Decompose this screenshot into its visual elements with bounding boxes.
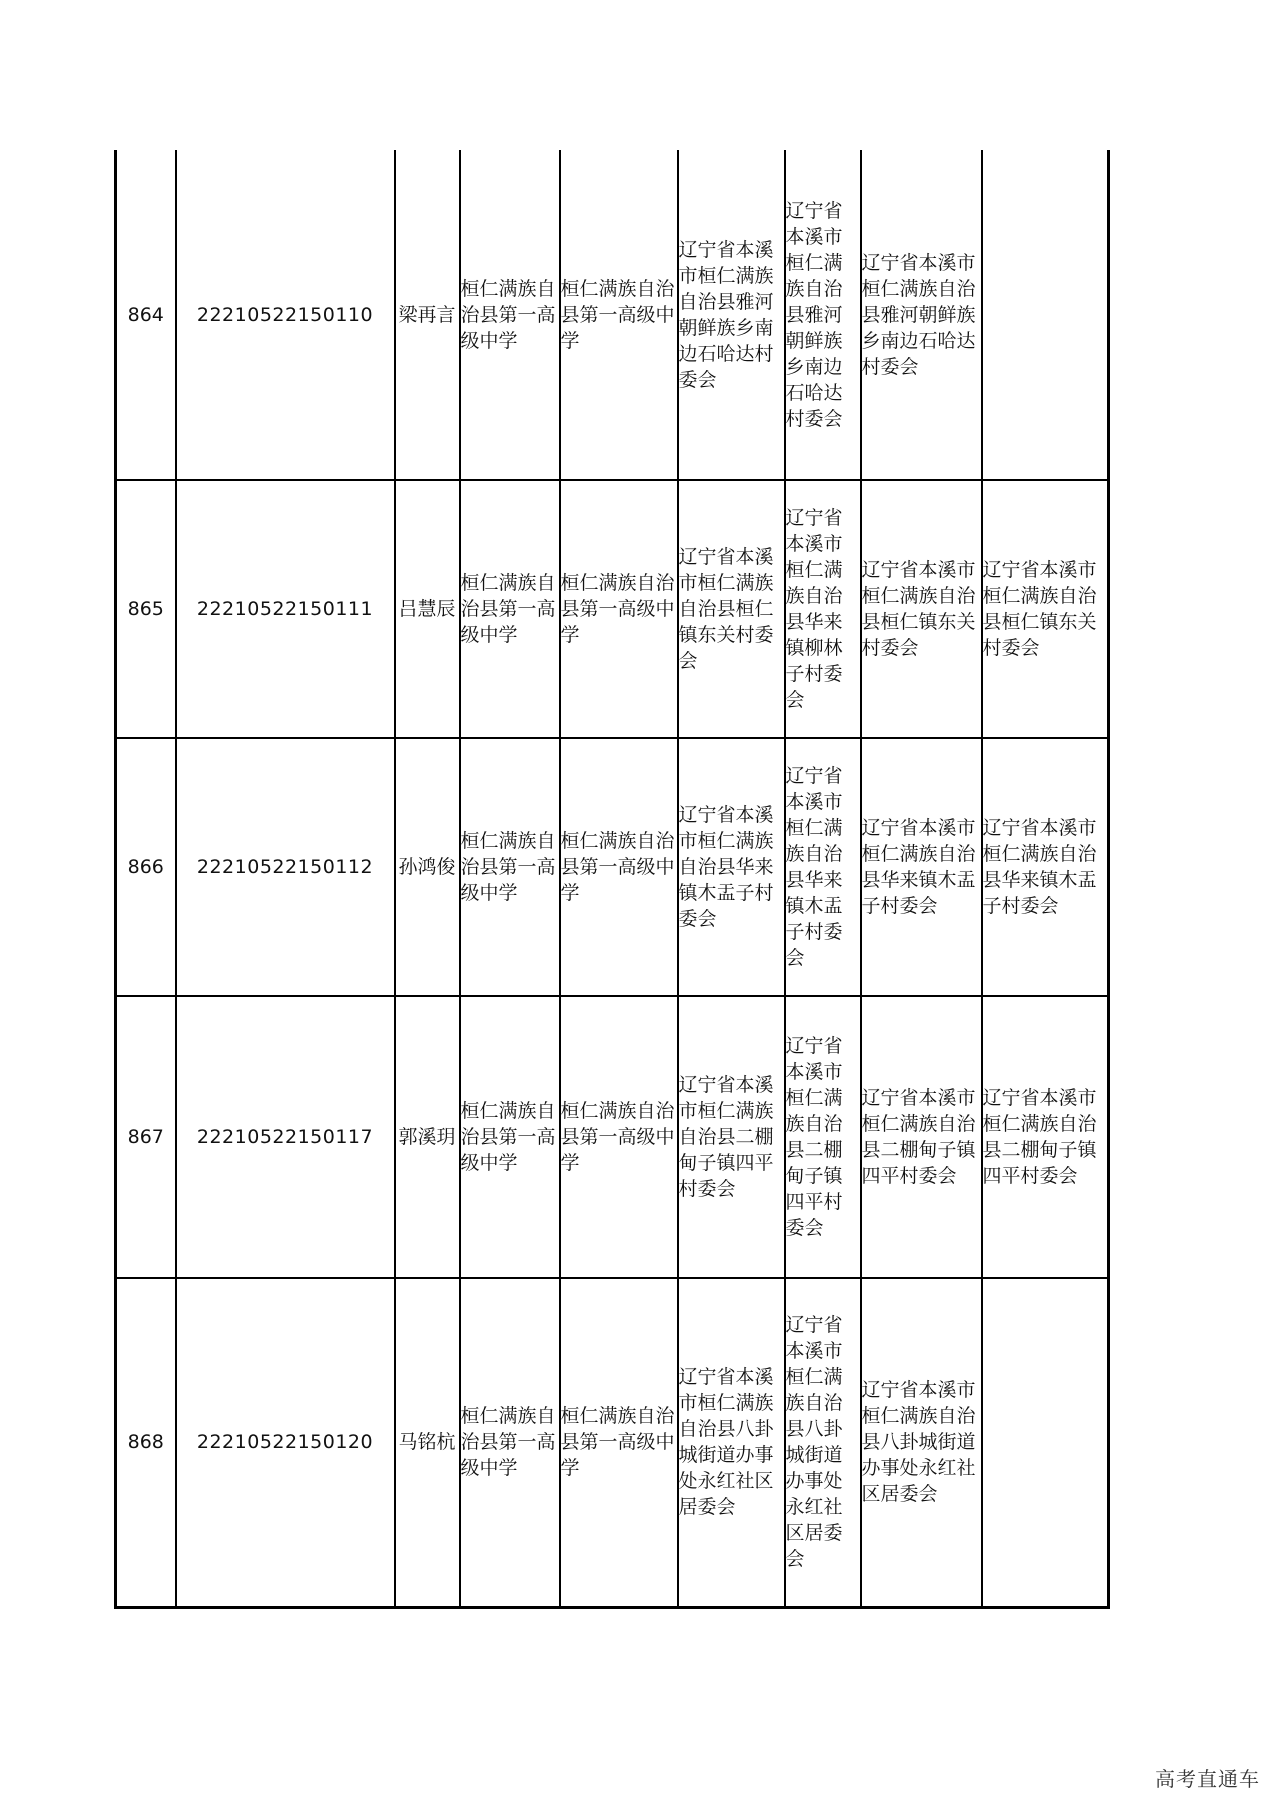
cell-student-name: 孙鸿俊 <box>395 738 460 996</box>
cell-address-4: 辽宁省本溪市桓仁满族自治县二棚甸子镇四平村委会 <box>982 996 1109 1278</box>
cell-address-1: 辽宁省本溪市桓仁满族自治县二棚甸子镇四平村委会 <box>678 996 785 1278</box>
cell-address-2: 辽宁省本溪市桓仁满族自治县雅河朝鲜族乡南边石哈达村委会 <box>785 150 861 480</box>
cell-seq-no: 867 <box>116 996 176 1278</box>
table-row <box>116 738 1109 996</box>
cell-school-2: 桓仁满族自治县第一高级中学 <box>560 996 678 1278</box>
cell-seq-no: 864 <box>116 150 176 480</box>
cell-address-3: 辽宁省本溪市桓仁满族自治县二棚甸子镇四平村委会 <box>861 996 982 1278</box>
table-row <box>116 150 1109 480</box>
cell-address-1: 辽宁省本溪市桓仁满族自治县华来镇木盂子村委会 <box>678 738 785 996</box>
cell-school: 桓仁满族自治县第一高级中学 <box>460 996 560 1278</box>
cell-exam-id: 22210522150117 <box>176 996 395 1278</box>
cell-address-1: 辽宁省本溪市桓仁满族自治县雅河朝鲜族乡南边石哈达村委会 <box>678 150 785 480</box>
cell-address-2: 辽宁省本溪市桓仁满族自治县华来镇柳林子村委会 <box>785 480 861 738</box>
cell-address-4: 辽宁省本溪市桓仁满族自治县桓仁镇东关村委会 <box>982 480 1109 738</box>
cell-address-3: 辽宁省本溪市桓仁满族自治县雅河朝鲜族乡南边石哈达村委会 <box>861 150 982 480</box>
cell-school: 桓仁满族自治县第一高级中学 <box>460 1278 560 1607</box>
cell-address-4 <box>982 1278 1109 1607</box>
table-row <box>116 996 1109 1278</box>
cell-exam-id: 22210522150120 <box>176 1278 395 1607</box>
cell-address-4 <box>982 150 1109 480</box>
cell-address-3: 辽宁省本溪市桓仁满族自治县八卦城街道办事处永红社区居委会 <box>861 1278 982 1607</box>
cell-address-2: 辽宁省本溪市桓仁满族自治县华来镇木盂子村委会 <box>785 738 861 996</box>
cell-school: 桓仁满族自治县第一高级中学 <box>460 738 560 996</box>
cell-exam-id: 22210522150110 <box>176 150 395 480</box>
cell-school: 桓仁满族自治县第一高级中学 <box>460 150 560 480</box>
table-row <box>116 480 1109 738</box>
cell-seq-no: 868 <box>116 1278 176 1607</box>
cell-address-3: 辽宁省本溪市桓仁满族自治县桓仁镇东关村委会 <box>861 480 982 738</box>
cell-student-name: 吕慧辰 <box>395 480 460 738</box>
cell-address-1: 辽宁省本溪市桓仁满族自治县八卦城街道办事处永红社区居委会 <box>678 1278 785 1607</box>
watermark: 高考直通车 <box>1155 1767 1260 1791</box>
cell-student-name: 马铭杭 <box>395 1278 460 1607</box>
cell-student-name: 梁再言 <box>395 150 460 480</box>
cell-address-2: 辽宁省本溪市桓仁满族自治县八卦城街道办事处永红社区居委会 <box>785 1278 861 1607</box>
cell-address-4: 辽宁省本溪市桓仁满族自治县华来镇木盂子村委会 <box>982 738 1109 996</box>
roster-table <box>114 150 1110 1609</box>
cell-school-2: 桓仁满族自治县第一高级中学 <box>560 1278 678 1607</box>
cell-school-2: 桓仁满族自治县第一高级中学 <box>560 480 678 738</box>
cell-school-2: 桓仁满族自治县第一高级中学 <box>560 738 678 996</box>
cell-exam-id: 22210522150111 <box>176 480 395 738</box>
cell-seq-no: 865 <box>116 480 176 738</box>
cell-student-name: 郭溪玥 <box>395 996 460 1278</box>
cell-school: 桓仁满族自治县第一高级中学 <box>460 480 560 738</box>
cell-seq-no: 866 <box>116 738 176 996</box>
cell-address-1: 辽宁省本溪市桓仁满族自治县桓仁镇东关村委会 <box>678 480 785 738</box>
cell-exam-id: 22210522150112 <box>176 738 395 996</box>
cell-address-2: 辽宁省本溪市桓仁满族自治县二棚甸子镇四平村委会 <box>785 996 861 1278</box>
cell-address-3: 辽宁省本溪市桓仁满族自治县华来镇木盂子村委会 <box>861 738 982 996</box>
table-row <box>116 1278 1109 1607</box>
roster-body <box>116 150 1109 1607</box>
cell-school-2: 桓仁满族自治县第一高级中学 <box>560 150 678 480</box>
